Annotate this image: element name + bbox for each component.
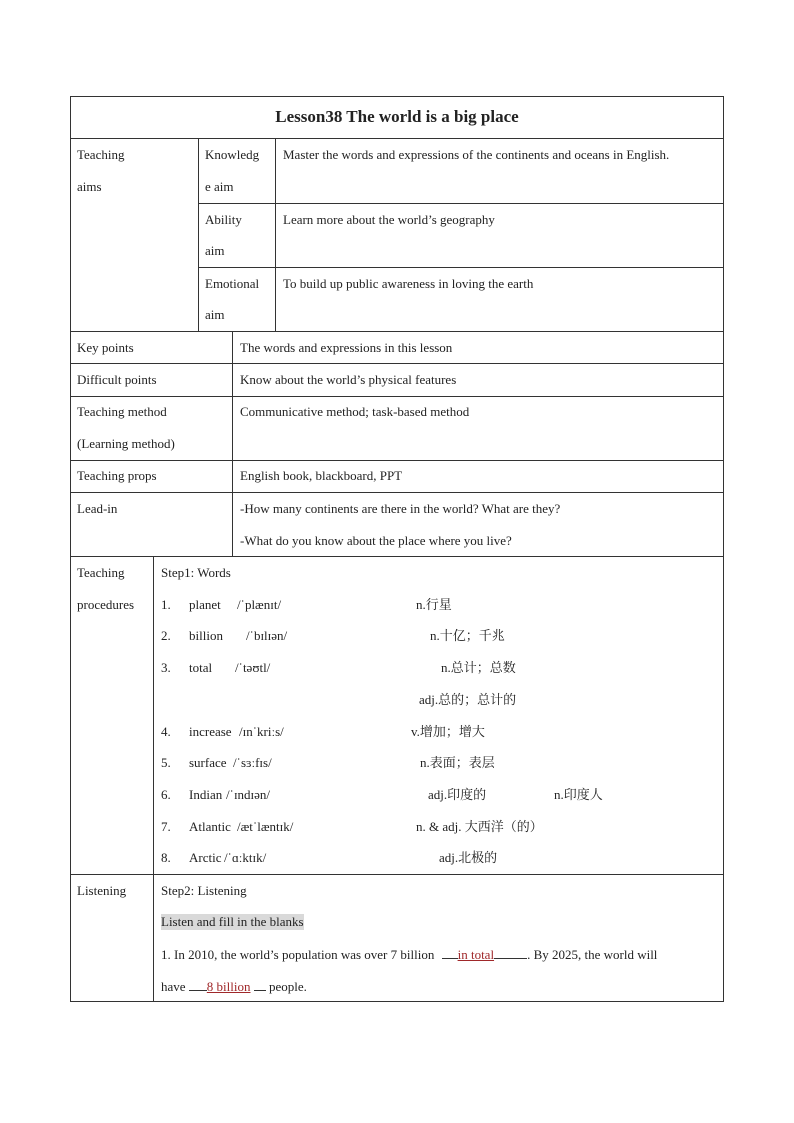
teaching-props-text: English book, blackboard, PPT xyxy=(240,468,403,483)
lead-in-question-1: -How many continents are there in the world? What are they? xyxy=(240,501,561,516)
word-number: 1. xyxy=(161,597,171,612)
mid-col-divider xyxy=(232,331,233,556)
lead-in-question-2: -What do you know about the place where you live? xyxy=(240,533,512,548)
aims-col-divider-2 xyxy=(275,138,276,331)
lesson-table xyxy=(70,96,724,1002)
answer-in-total: in total xyxy=(457,947,495,962)
row-divider xyxy=(70,492,724,493)
word-phonetic: /ˈɪndɪən/ xyxy=(226,787,271,802)
word-phonetic: /ˈbɪlɪən/ xyxy=(246,628,288,643)
ability-aim-text: Learn more about the world’s geography xyxy=(283,212,495,227)
word-meaning: n.行星 xyxy=(416,597,452,612)
word-number: 6. xyxy=(161,787,171,802)
row-divider xyxy=(70,396,724,397)
knowledge-aim-label-2: e aim xyxy=(205,179,234,194)
aims-col-divider-1 xyxy=(198,138,199,331)
row-divider xyxy=(70,460,724,461)
question-text: 1. In 2010, the world’s population was over 7 billion xyxy=(161,947,435,962)
blank-underline xyxy=(494,946,527,959)
word-number: 5. xyxy=(161,755,171,770)
key-points-text: The words and expressions in this lesson xyxy=(240,340,453,355)
question-text: . By 2025, the world will xyxy=(527,947,658,962)
word-number: 4. xyxy=(161,724,171,739)
aims-label-line1: Teaching xyxy=(77,147,125,162)
word-term: total xyxy=(189,660,213,675)
teaching-method-text: Communicative method; task-based method xyxy=(240,404,470,419)
teaching-method-label-1: Teaching method xyxy=(77,404,167,419)
word-meaning: adj.印度的 xyxy=(428,787,487,802)
word-term: Indian xyxy=(189,787,223,802)
word-phonetic: /ˈplænɪt/ xyxy=(237,597,282,612)
lower-col-divider xyxy=(153,556,154,1002)
word-meaning: n.总计；总数 xyxy=(441,660,516,675)
row-divider xyxy=(70,556,724,557)
word-meaning: n.十亿；千兆 xyxy=(430,628,505,643)
word-phonetic: /ˈsɜːfɪs/ xyxy=(233,755,272,770)
teaching-props-label: Teaching props xyxy=(77,468,157,483)
word-phonetic: /ætˈlæntɪk/ xyxy=(237,819,294,834)
teaching-method-label-2: (Learning method) xyxy=(77,436,175,451)
question-text: people. xyxy=(269,979,307,994)
knowledge-aim-text: Master the words and expressions of the continents and oceans in English. xyxy=(283,147,670,162)
word-number: 8. xyxy=(161,850,171,865)
knowledge-aim-label-1: Knowledg xyxy=(205,147,260,162)
row-divider xyxy=(70,874,724,875)
word-phonetic: /ˈɑːktɪk/ xyxy=(224,850,267,865)
lead-in-label: Lead-in xyxy=(77,501,118,516)
listening-instruction: Listen and fill in the blanks xyxy=(161,914,304,929)
listening-question-line2 xyxy=(161,978,307,995)
row-divider xyxy=(70,331,724,332)
word-term: surface xyxy=(189,755,227,770)
step2-heading: Step2: Listening xyxy=(161,883,247,898)
word-term: Atlantic xyxy=(189,819,231,834)
row-divider xyxy=(70,138,724,139)
word-meaning-secondary: adj.总的；总计的 xyxy=(419,692,517,707)
aims-subrow-divider-2 xyxy=(198,267,724,268)
emotional-aim-text: To build up public awareness in loving the earth xyxy=(283,276,534,291)
blank-underline xyxy=(254,978,266,991)
lesson-title: Lesson38 The world is a big place xyxy=(275,107,519,126)
word-meaning: n.表面；表层 xyxy=(420,755,495,770)
emotional-aim-label-2: aim xyxy=(205,307,225,322)
word-term: billion xyxy=(189,628,223,643)
aims-subrow-divider-1 xyxy=(198,203,724,204)
emotional-aim-label-1: Emotional xyxy=(205,276,260,291)
procedures-label-2: procedures xyxy=(77,597,135,612)
listening-question-line1 xyxy=(161,946,657,963)
row-divider xyxy=(70,363,724,364)
step1-heading: Step1: Words xyxy=(161,565,231,580)
listening-label: Listening xyxy=(77,883,127,898)
word-term: increase xyxy=(189,724,232,739)
answer-8-billion: 8 billion xyxy=(206,979,251,994)
word-meaning: v.增加；增大 xyxy=(411,724,485,739)
question-text: have xyxy=(161,979,186,994)
blank-underline xyxy=(189,978,207,991)
word-phonetic: /ˈtəʊtl/ xyxy=(235,660,271,675)
word-phonetic: /ɪnˈkriːs/ xyxy=(239,724,284,739)
ability-aim-label-2: aim xyxy=(205,243,225,258)
word-meaning: adj.北极的 xyxy=(439,850,498,865)
aims-label-line2: aims xyxy=(77,179,102,194)
difficult-points-label: Difficult points xyxy=(77,372,157,387)
word-number: 3. xyxy=(161,660,171,675)
word-meaning-secondary: n.印度人 xyxy=(554,787,603,802)
word-number: 2. xyxy=(161,628,171,643)
difficult-points-text: Know about the world’s physical features xyxy=(240,372,457,387)
key-points-label: Key points xyxy=(77,340,134,355)
word-number: 7. xyxy=(161,819,171,834)
word-term: Arctic xyxy=(189,850,222,865)
procedures-label-1: Teaching xyxy=(77,565,125,580)
word-term: planet xyxy=(189,597,221,612)
blank-underline xyxy=(442,946,458,959)
ability-aim-label-1: Ability xyxy=(205,212,242,227)
word-meaning: n. & adj. 大西洋（的） xyxy=(416,819,543,834)
